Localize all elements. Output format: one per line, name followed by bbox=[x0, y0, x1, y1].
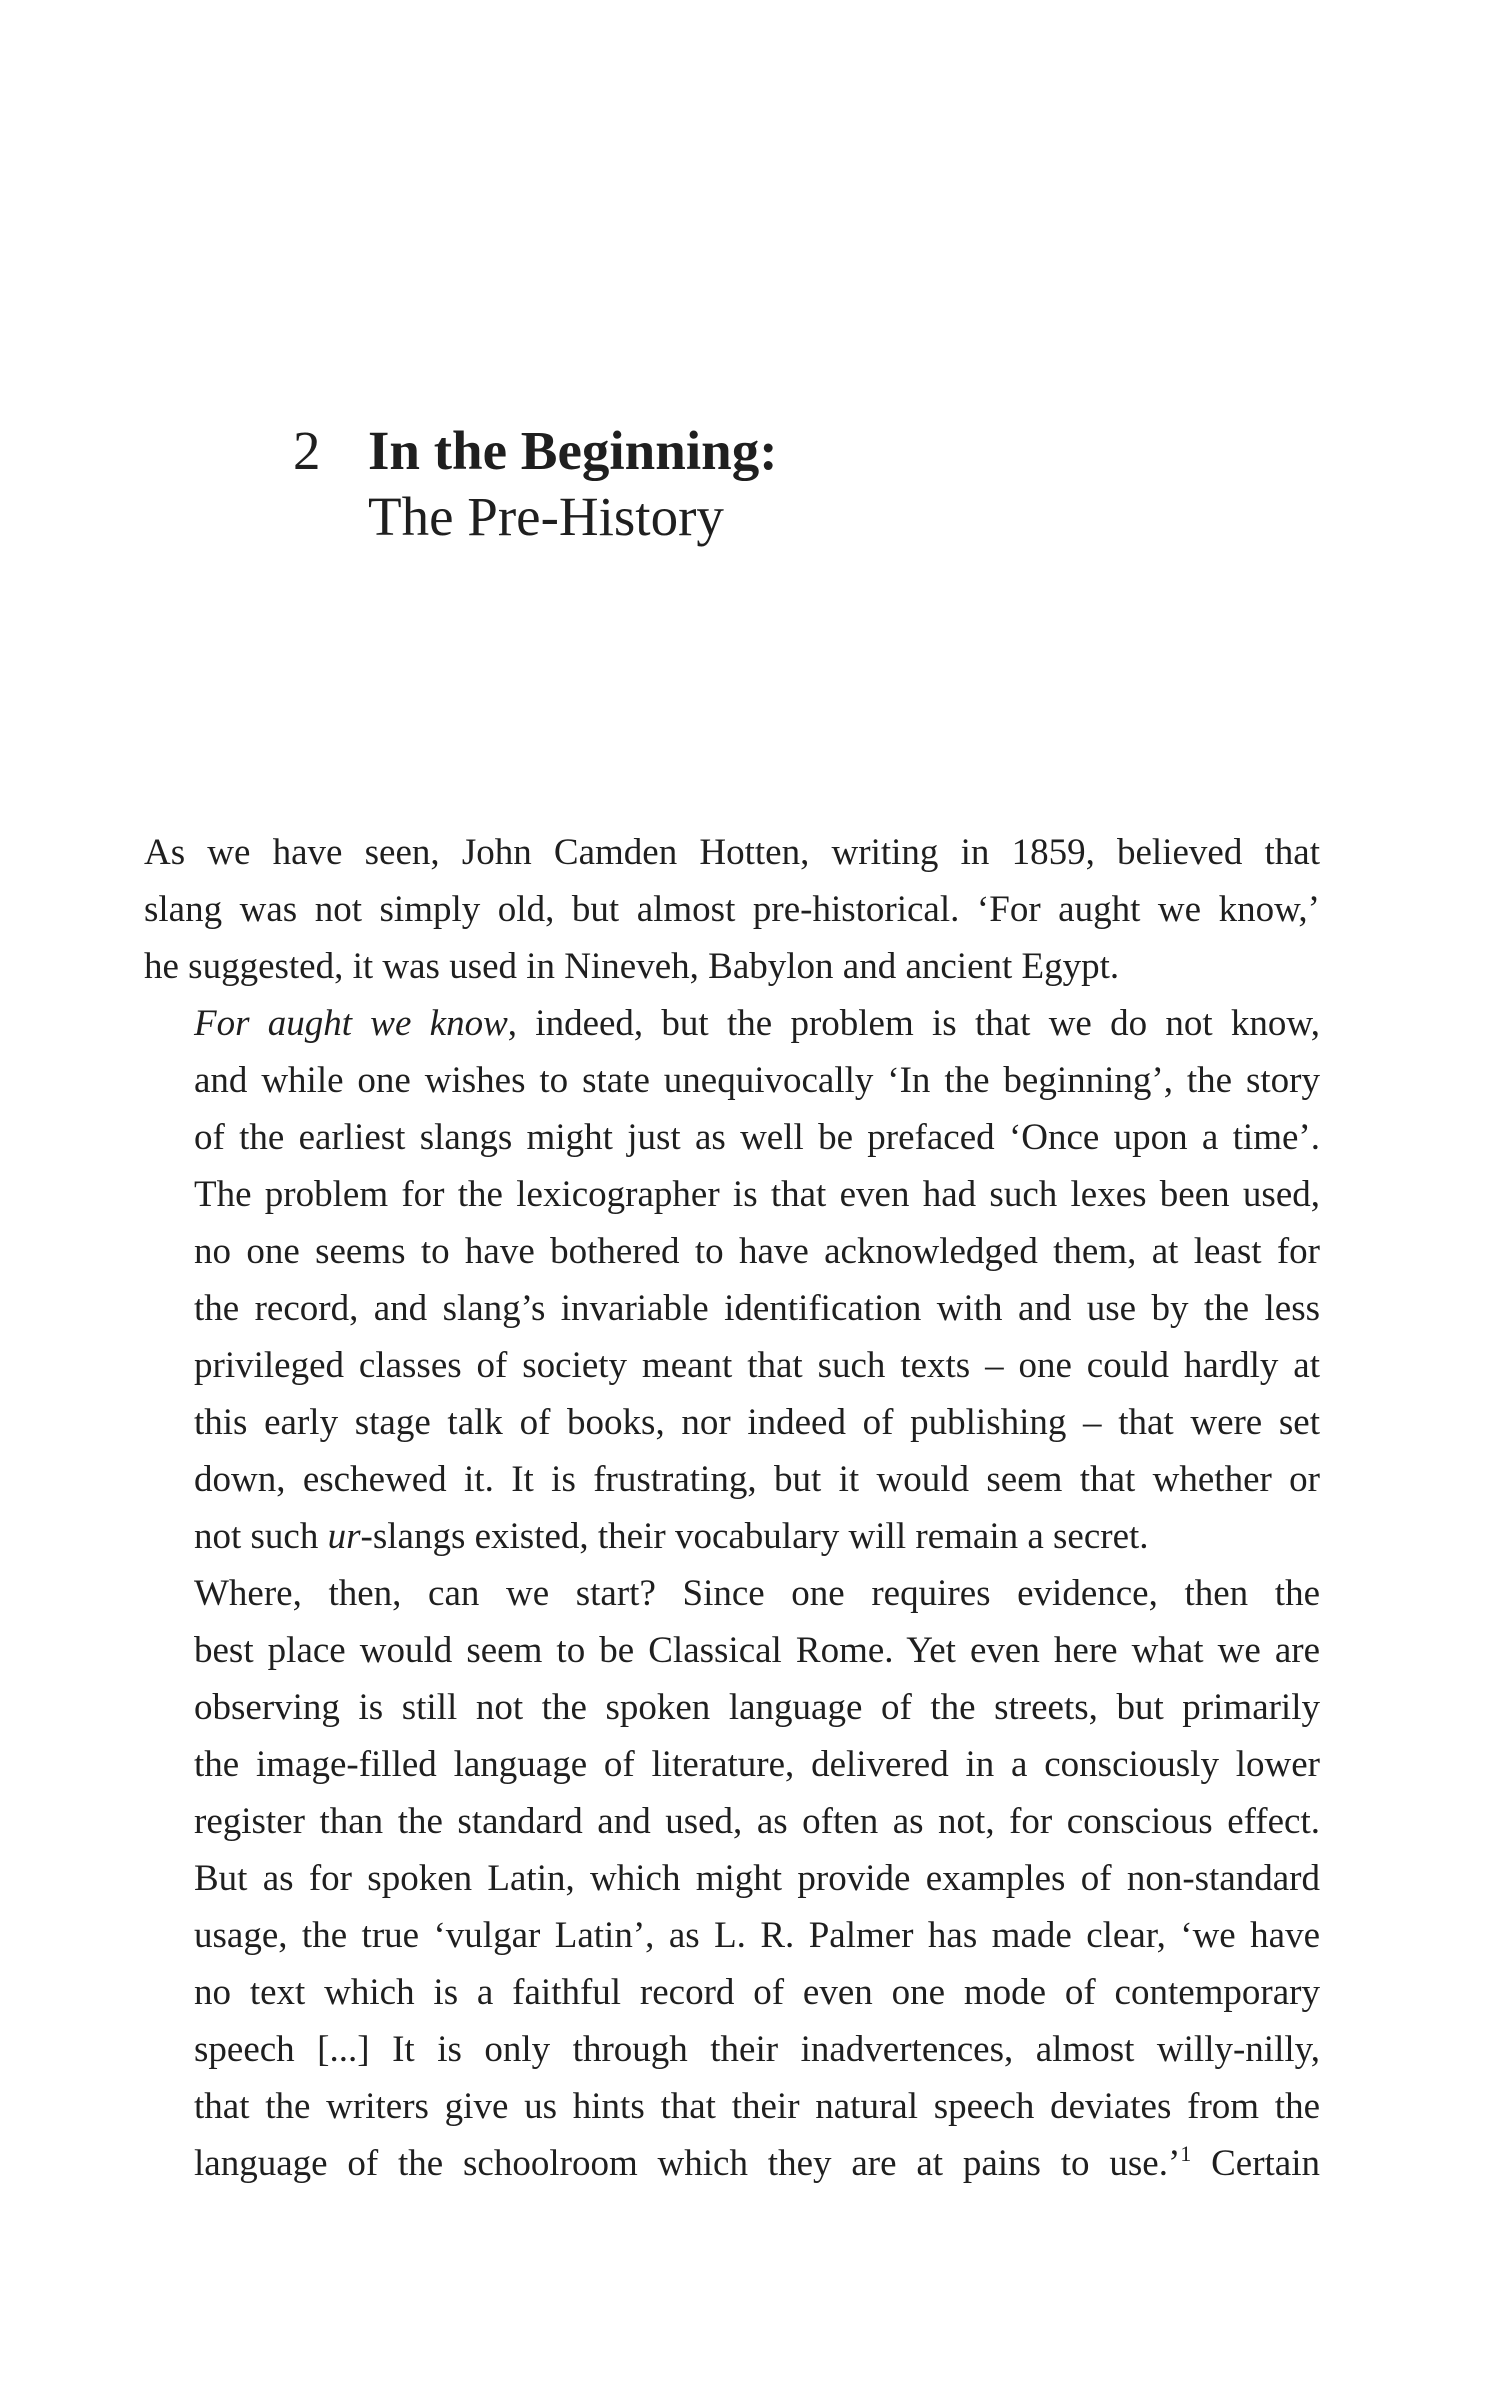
text-line bbox=[144, 995, 1320, 1052]
text-line: of the earliest slangs might just as well be prefaced ‘Once upon a time’. bbox=[194, 1117, 1320, 1158]
chapter-title-line-2: The Pre-History bbox=[368, 486, 724, 547]
text-line: But as for spoken Latin, which might provide examples of non-standard bbox=[194, 1858, 1320, 1899]
text-line: Where, then, can we start? Since one requires evidence, then the bbox=[194, 1573, 1320, 1614]
text-line: he suggested, it was used in Nineveh, Babylon and ancient Egypt. bbox=[144, 946, 1120, 987]
text-line: no one seems to have bothered to have acknowledged them, at least for bbox=[194, 1231, 1320, 1272]
text-segment: Certain bbox=[1191, 2143, 1320, 2184]
text-line: this early stage talk of books, nor indeed of publishing – that were set bbox=[194, 1402, 1320, 1443]
paragraph-1 bbox=[144, 824, 1320, 995]
text-line bbox=[144, 1508, 1320, 1565]
chapter-heading bbox=[293, 418, 778, 550]
chapter-title-line-1: In the Beginning: bbox=[368, 420, 778, 481]
italic-phrase: For aught we know bbox=[194, 1003, 508, 1044]
text-line: that the writers give us hints that their natural speech deviates from the bbox=[194, 2086, 1320, 2127]
text-line: no text which is a faithful record of even one mode of contemporary bbox=[194, 1972, 1320, 2013]
text-line: slang was not simply old, but almost pre-historical. ‘For aught we know,’ bbox=[144, 889, 1320, 930]
text-line: and while one wishes to state unequivocally ‘In the beginning’, the story bbox=[194, 1060, 1320, 1101]
text-line: register than the standard and used, as often as not, for conscious effect. bbox=[194, 1801, 1320, 1842]
footnote-reference: 1 bbox=[1180, 2141, 1192, 2166]
paragraph-2 bbox=[144, 995, 1320, 1565]
text-line: the image-filled language of literature, delivered in a consciously lower bbox=[194, 1744, 1320, 1785]
text-segment: not such bbox=[194, 1516, 328, 1557]
text-line: As we have seen, John Camden Hotten, writing in 1859, believed that bbox=[144, 832, 1320, 873]
text-line: the record, and slang’s invariable identification with and use by the less bbox=[194, 1288, 1320, 1329]
paragraph-3 bbox=[144, 1565, 1320, 2192]
chapter-title bbox=[368, 418, 778, 550]
text-line: The problem for the lexicographer is that even had such lexes been used, bbox=[194, 1174, 1320, 1215]
text-line: speech [...] It is only through their inadvertences, almost willy-nilly, bbox=[194, 2029, 1320, 2070]
text-segment: language of the schoolroom which they are at pains to use.’ bbox=[194, 2143, 1181, 2184]
text-line bbox=[144, 2135, 1320, 2192]
body-text bbox=[144, 824, 1320, 2192]
text-line: privileged classes of society meant that such texts – one could hardly at bbox=[194, 1345, 1320, 1386]
text-segment: , indeed, but the problem is that we do not know, bbox=[507, 1003, 1320, 1044]
text-segment: -slangs existed, their vocabulary will remain a secret. bbox=[360, 1516, 1149, 1557]
text-line: observing is still not the spoken language of the streets, but primarily bbox=[194, 1687, 1320, 1728]
text-line: best place would seem to be Classical Rome. Yet even here what we are bbox=[194, 1630, 1320, 1671]
chapter-number: 2 bbox=[293, 420, 321, 481]
text-line: usage, the true ‘vulgar Latin’, as L. R. Palmer has made clear, ‘we have bbox=[194, 1915, 1320, 1956]
italic-phrase: ur bbox=[327, 1516, 361, 1557]
text-line: down, eschewed it. It is frustrating, but it would seem that whether or bbox=[194, 1459, 1320, 1500]
